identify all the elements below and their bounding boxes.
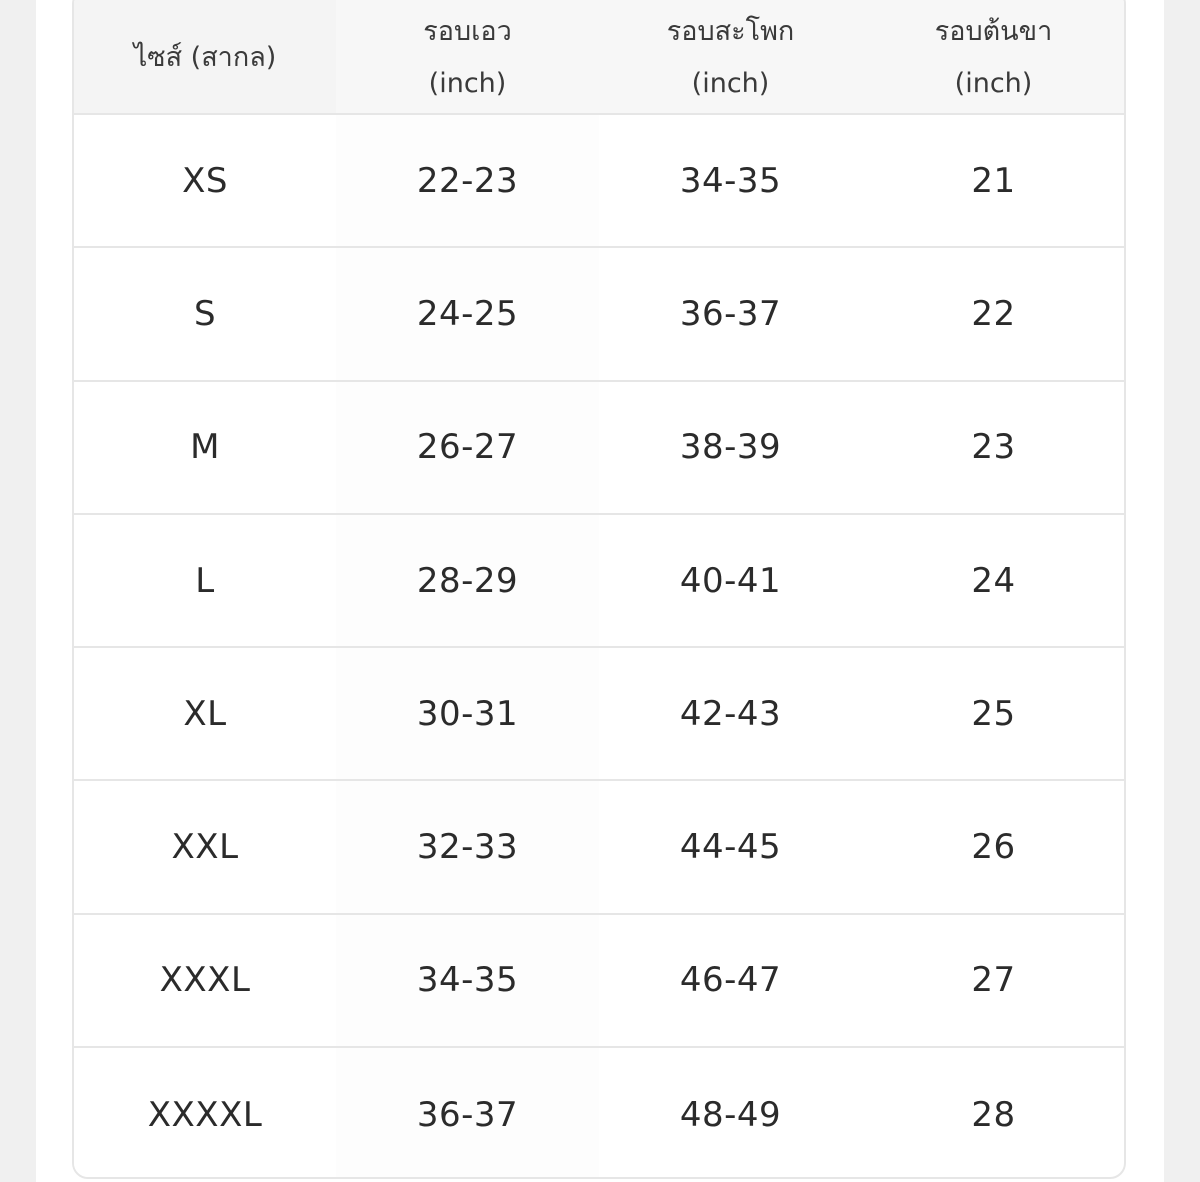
- table-row: [74, 115, 1124, 248]
- header-hip: [599, 0, 862, 113]
- cell-waist: 22-23: [336, 115, 599, 246]
- cell-waist: 32-33: [336, 781, 599, 912]
- cell-hip: 38-39: [679, 427, 782, 468]
- cell-size: M: [74, 382, 336, 513]
- cell-size: L: [74, 515, 336, 646]
- table-row: [74, 515, 1124, 648]
- cell-waist: 26-27: [336, 382, 599, 513]
- header-thigh-unit: (inch): [954, 67, 1033, 99]
- cell-waist: 30-31: [336, 648, 599, 779]
- cell-waist: 24-25: [336, 248, 599, 379]
- header-size-label: ไซส์ (สากล): [133, 41, 277, 73]
- table-row: [74, 781, 1124, 914]
- cell-size: XXXXL: [74, 1048, 336, 1179]
- cell-hip: 48-49: [679, 1094, 782, 1135]
- header-waist-unit: (inch): [428, 67, 507, 99]
- cell-hip: 40-41: [679, 560, 782, 601]
- cell-size: XS: [74, 115, 336, 246]
- cell-thigh: 27: [971, 960, 1016, 1001]
- cell-hip: 34-35: [679, 160, 782, 201]
- header-waist-label: รอบเอว: [423, 15, 512, 47]
- table-row: [74, 382, 1124, 515]
- cell-thigh: 22: [971, 293, 1016, 334]
- header-thigh: [862, 0, 1125, 113]
- table-row: [74, 1048, 1124, 1179]
- header-size: [74, 0, 336, 113]
- cell-size: S: [74, 248, 336, 379]
- cell-thigh: 25: [971, 693, 1016, 734]
- table-row: [74, 648, 1124, 781]
- table-row: [74, 915, 1124, 1048]
- cell-hip: 36-37: [679, 293, 782, 334]
- cell-thigh: 26: [971, 827, 1016, 868]
- cell-size: XXL: [74, 781, 336, 912]
- header-hip-unit: (inch): [691, 67, 770, 99]
- cell-waist: 28-29: [336, 515, 599, 646]
- cell-size: XXXL: [74, 915, 336, 1046]
- cell-size: XL: [74, 648, 336, 779]
- table-header-row: [74, 0, 1124, 115]
- cell-waist: 36-37: [336, 1048, 599, 1179]
- cell-thigh: 28: [971, 1094, 1016, 1135]
- cell-hip: 46-47: [679, 960, 782, 1001]
- table-row: [74, 248, 1124, 381]
- cell-waist: 34-35: [336, 915, 599, 1046]
- size-chart-table: [72, 0, 1126, 1179]
- cell-thigh: 23: [971, 427, 1016, 468]
- header-thigh-label: รอบต้นขา: [934, 15, 1053, 47]
- header-hip-label: รอบสะโพก: [666, 15, 795, 47]
- header-waist: [336, 0, 599, 113]
- cell-hip: 42-43: [679, 693, 782, 734]
- cell-hip: 44-45: [679, 827, 782, 868]
- cell-thigh: 24: [971, 560, 1016, 601]
- cell-thigh: 21: [971, 160, 1016, 201]
